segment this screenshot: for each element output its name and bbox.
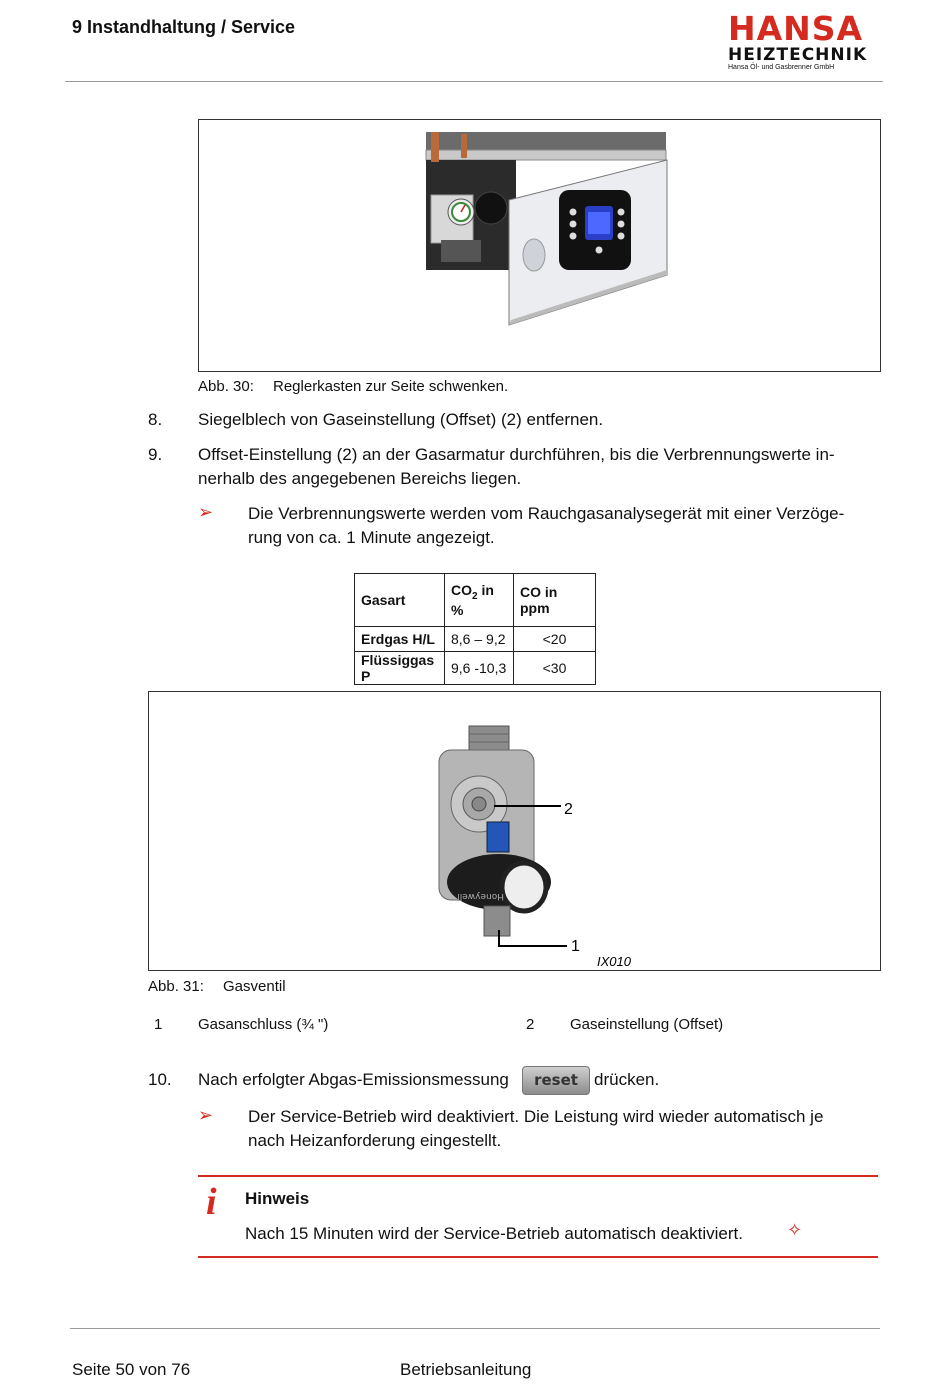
table-cell: Flüssiggas P bbox=[355, 652, 445, 685]
step-10-number: 10. bbox=[148, 1070, 172, 1089]
figure-31-caption: Gasventil bbox=[223, 978, 286, 995]
header-co: CO in ppm bbox=[514, 574, 596, 627]
header-gasart: Gasart bbox=[355, 574, 445, 627]
table-header-row bbox=[355, 574, 596, 627]
table-cell: 8,6 – 9,2 bbox=[445, 627, 514, 652]
legend-2-number: 2 bbox=[526, 1016, 535, 1033]
table-row bbox=[355, 627, 596, 652]
section-title: 9 Instandhaltung / Service bbox=[72, 17, 296, 37]
step-8-text: Siegelblech von Gaseinstellung (Offset) (2) entfernen. bbox=[198, 410, 604, 429]
figure-30-number: Abb. 30: bbox=[198, 378, 254, 395]
result-2-line1: Der Service-Betrieb wird deaktiviert. Die Leistung wird wieder automatisch je bbox=[248, 1107, 824, 1126]
table-cell: <20 bbox=[514, 627, 596, 652]
result-arrow-icon: ➢ bbox=[198, 1105, 214, 1125]
logo-tagline: Hansa Öl- und Gasbrenner GmbH bbox=[728, 64, 835, 71]
table-row bbox=[355, 652, 596, 685]
step-9-line2: nerhalb des angegebenen Bereichs liegen. bbox=[198, 469, 522, 488]
image-code: IX010 bbox=[597, 954, 631, 969]
combustion-values-table bbox=[354, 573, 596, 685]
result-arrow-icon: ➢ bbox=[198, 502, 214, 522]
step-10-text-after: drücken. bbox=[594, 1070, 660, 1089]
result-1-line1: Die Verbrennungswerte werden vom Rauchgasanalysegerät mit einer Verzöge- bbox=[248, 504, 845, 523]
header-divider bbox=[65, 81, 883, 82]
table-cell: 9,6 -10,3 bbox=[445, 652, 514, 685]
gas-valve-image bbox=[149, 692, 880, 970]
step-9-number: 9. bbox=[148, 445, 163, 464]
legend-2-label: Gaseinstellung (Offset) bbox=[570, 1016, 724, 1033]
reset-button: reset bbox=[522, 1066, 590, 1095]
legend-1-label: Gasanschluss (¾ ") bbox=[198, 1016, 329, 1033]
callout-1: 1 bbox=[571, 938, 580, 955]
note-title: Hinweis bbox=[245, 1189, 310, 1208]
step-10-text: Nach erfolgter Abgas-Emissionsmessung bbox=[198, 1070, 509, 1089]
table-cell: Erdgas H/L bbox=[355, 627, 445, 652]
document-title: Betriebsanleitung bbox=[400, 1360, 532, 1379]
logo-brand: HANSA bbox=[728, 9, 864, 48]
page-number: Seite 50 von 76 bbox=[72, 1360, 191, 1379]
controller-box-image bbox=[199, 120, 880, 371]
figure-30-caption: Reglerkasten zur Seite schwenken. bbox=[273, 378, 509, 395]
header-co2: $CO_2$ in % bbox=[445, 574, 514, 627]
step-8-number: 8. bbox=[148, 410, 163, 429]
step-9-line1: Offset-Einstellung (2) an der Gasarmatur durchführen, bis die Verbrennungswerte in- bbox=[198, 445, 835, 464]
figure-30-frame bbox=[198, 119, 881, 372]
note-top-rule bbox=[198, 1175, 878, 1177]
end-mark-icon: ✧ bbox=[787, 1220, 803, 1240]
svg-text:Honeywell: Honeywell bbox=[457, 891, 504, 901]
note-text: Nach 15 Minuten wird der Service-Betrieb automatisch deaktiviert. bbox=[245, 1224, 743, 1243]
result-2-line2: nach Heizanforderung eingestellt. bbox=[248, 1131, 502, 1150]
note-bottom-rule bbox=[198, 1256, 878, 1258]
footer-divider bbox=[70, 1328, 880, 1329]
legend-1-number: 1 bbox=[154, 1016, 163, 1033]
logo-heiztechnik: HEIZTECHNIK bbox=[728, 45, 868, 65]
callout-2: 2 bbox=[564, 801, 573, 818]
hansa-logo bbox=[728, 9, 876, 72]
table-cell: <30 bbox=[514, 652, 596, 685]
figure-31-number: Abb. 31: bbox=[148, 978, 204, 995]
info-icon: i bbox=[206, 1181, 217, 1223]
figure-31-frame bbox=[148, 691, 881, 971]
result-1-line2: rung von ca. 1 Minute angezeigt. bbox=[248, 528, 495, 547]
